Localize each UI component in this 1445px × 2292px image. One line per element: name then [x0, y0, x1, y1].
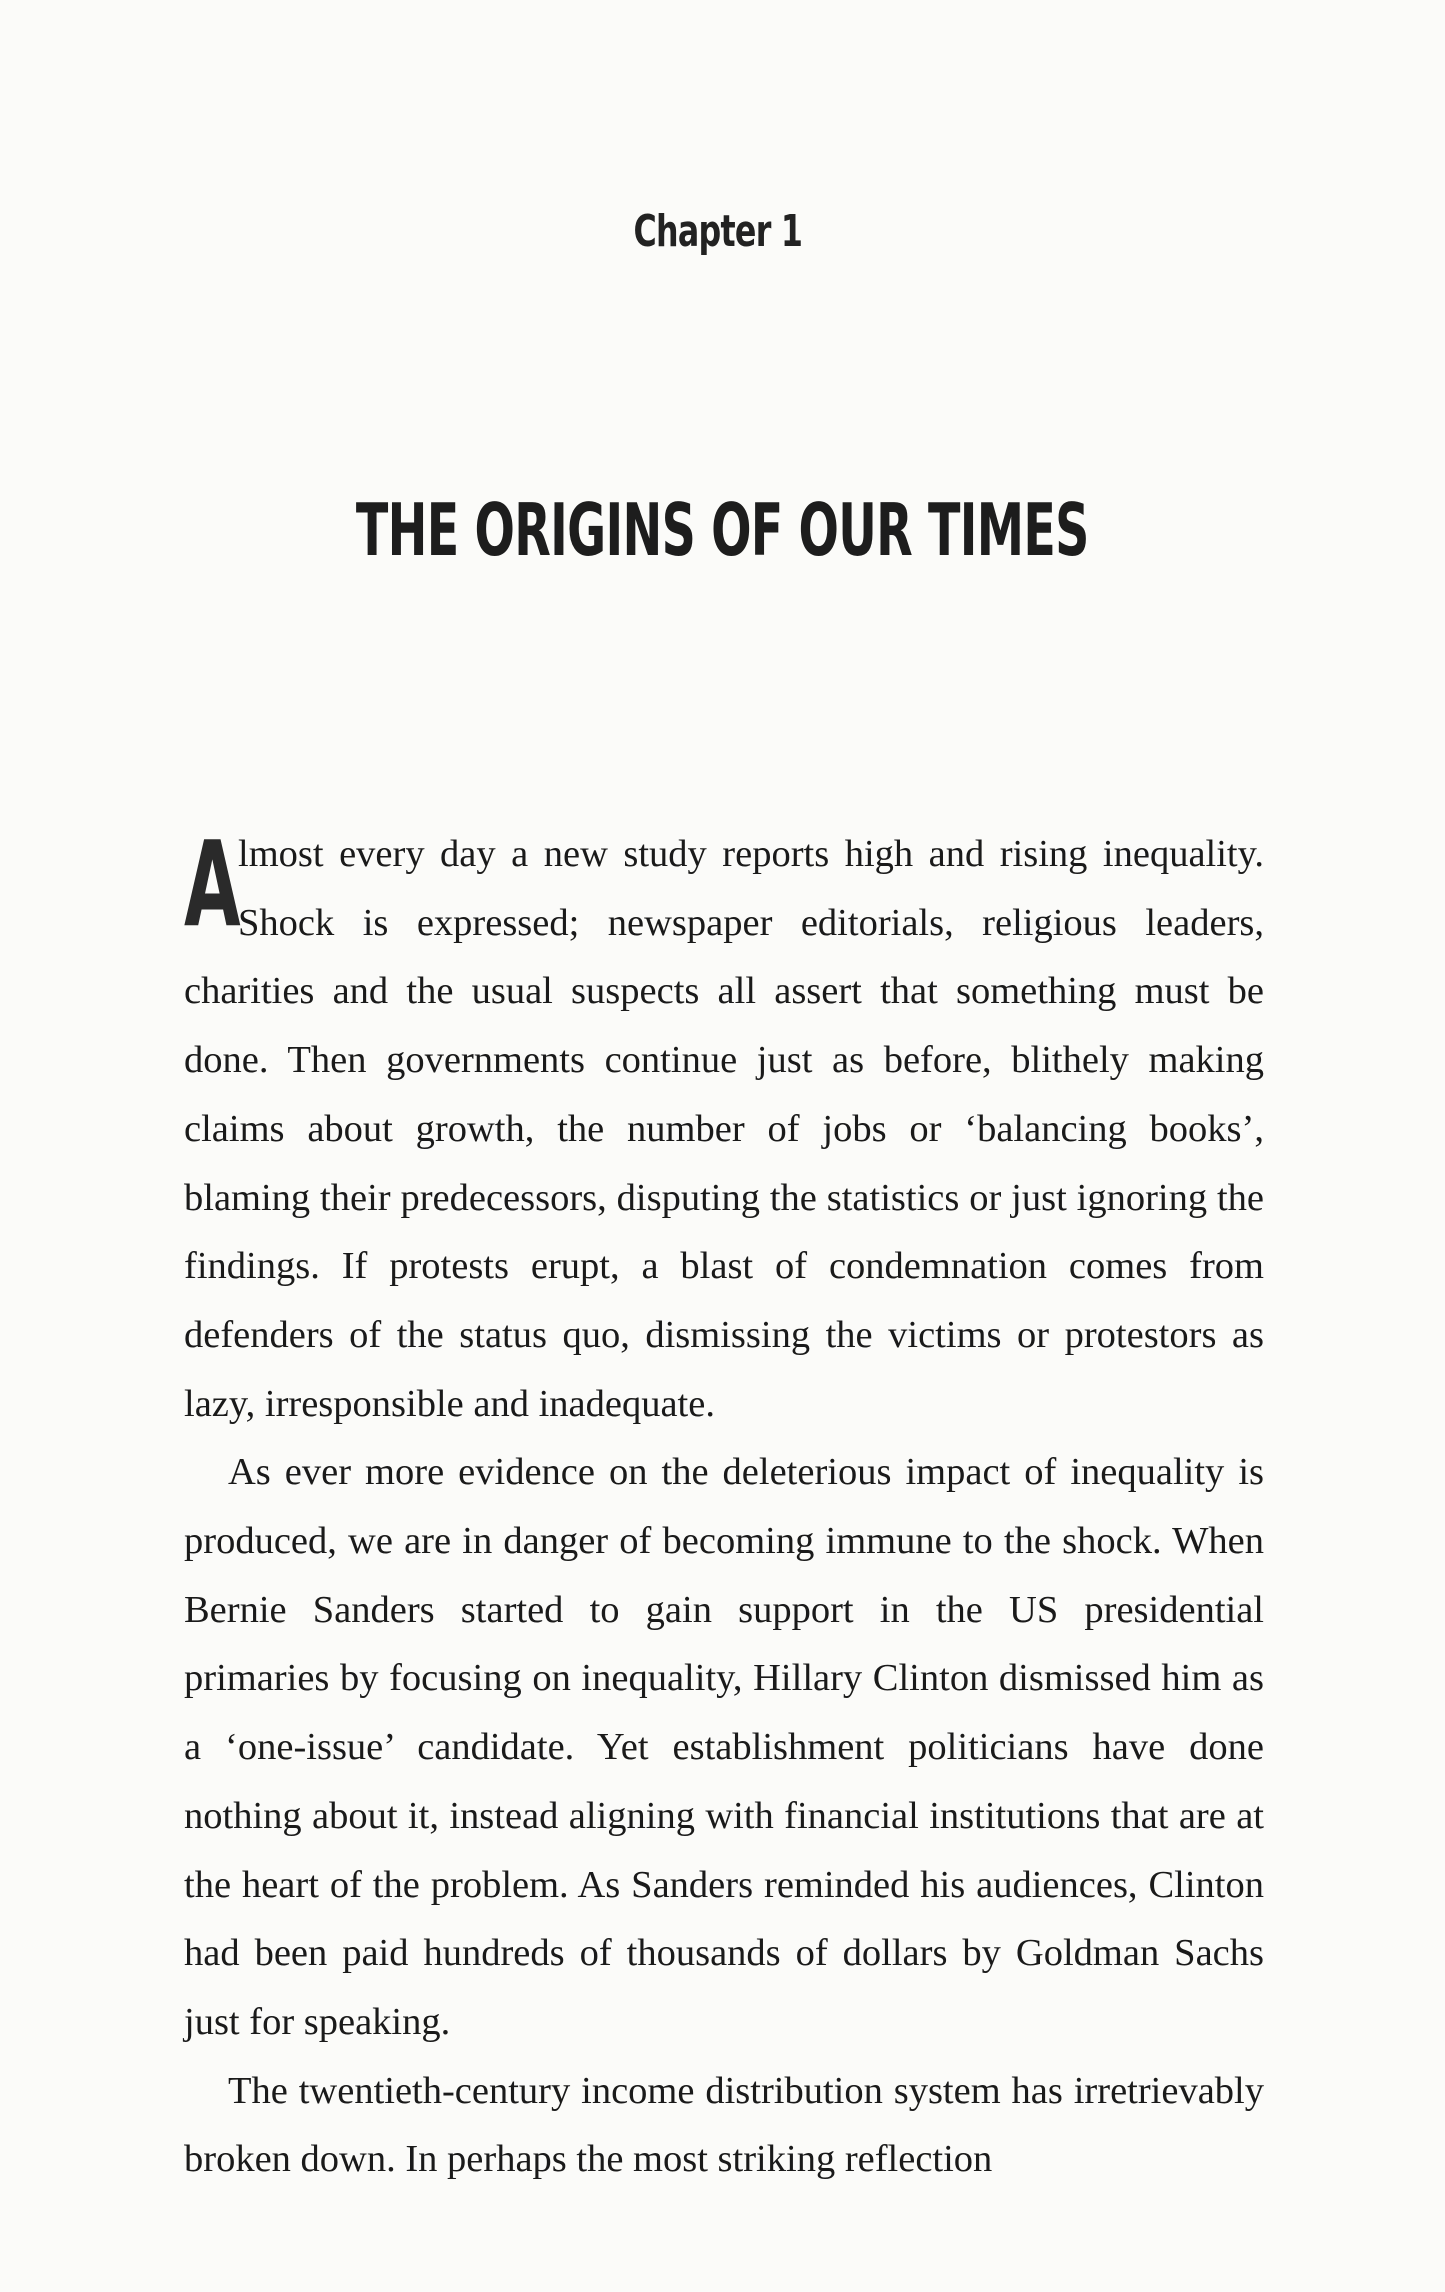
- paragraph-2: As ever more evidence on the deleterious impact of inequality is produced, we are in danger of becoming immune to the shock. When Bernie Sanders started to gain support in the US presidential primaries by focusing on inequality, Hillary Clinton dismissed him as a ‘one-issue’ candidate. Yet establishment politicians have done nothing about it, instead aligning with financial institutions that are at the heart of the problem. As Sanders reminded his audiences, Clinton had been paid hundreds of thousands of dollars by Goldman Sachs just for speaking.: [184, 1451, 1264, 2043]
- paragraph-3: The twentieth-century income distribution system has irretrievably broken down. In perhaps the most striking reflection: [184, 2069, 1264, 2181]
- paragraph-1-text: lmost every day a new study reports high and rising inequality. Shock is expressed; newspaper editorials, religious leaders, charities and the usual suspects all assert that something must be done. Then governments continue just as before, blithely making claims about growth, the number of jobs or ‘balancing books’, blaming their predecessors, disputing the statistics or just ignoring the findings. If protests erupt, a blast of condemnation comes from defenders of the status quo, dismissing the victims or protestors as lazy, irresponsible and inadequate.: [184, 833, 1264, 1425]
- drop-cap: A: [184, 815, 241, 953]
- chapter-label: Chapter 1: [633, 206, 803, 257]
- chapter-body: [184, 815, 1264, 2194]
- chapter-title: THE ORIGINS OF OUR TIMES: [355, 488, 1089, 572]
- paragraph-1: [184, 815, 1264, 1438]
